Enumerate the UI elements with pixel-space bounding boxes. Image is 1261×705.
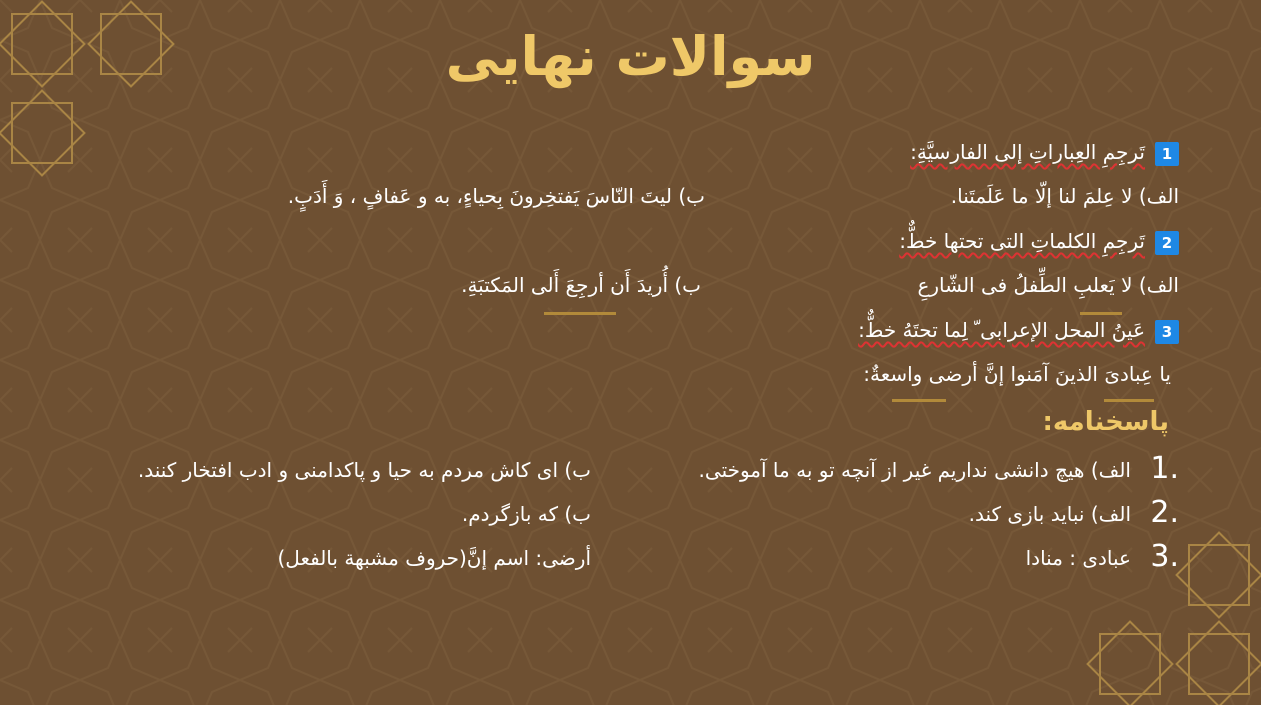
question-2-part-a: الف) لا یَعلبِ الطِّفلُ فی الشّارعِ (917, 273, 1179, 297)
question-1-heading: تَرجِمِ العِباراتِ إلی الفارسیَّةِ: (910, 140, 1145, 164)
question-3-line: یا عِبادیَ الذینَ آمَنوا إنَّ أرضی واسعةٌ: (863, 362, 1171, 386)
question-2-heading-row (899, 226, 1179, 256)
question-number-badge: 2 (1155, 231, 1179, 255)
answer-3-part-b: أرضی: اسم إنَّ(حروف مشبهة بالفعل) (277, 546, 591, 570)
answer-key-heading: پاسخنامه: (1042, 407, 1169, 437)
answer-2-number: 2. (1150, 495, 1179, 530)
answer-1-number: 1. (1150, 451, 1179, 486)
answer-3-part-a: عبادی : منادا (1025, 546, 1131, 570)
question-3-heading-row (858, 315, 1179, 345)
answer-1-part-b: ب) ای کاش مردم به حیا و پاکدامنی و ادب افتخار کنند. (137, 458, 591, 482)
answer-2-part-a: الف) نباید بازی کند. (968, 502, 1131, 526)
question-2-heading: تَرجِمِ الکلماتِ التی تحتها خطٌّ: (899, 229, 1145, 253)
answer-3-number: 3. (1150, 539, 1179, 574)
question-number-badge: 1 (1155, 142, 1179, 166)
underline-marker (1104, 399, 1154, 402)
question-3-heading: عَینُ المحل الإعرابی ّ لِما تحتَهُ خطٌّ: (858, 318, 1145, 342)
answer-2-part-b: ب) که بازگردم. (461, 502, 591, 526)
slide-title: سوالات نهایی (445, 25, 816, 88)
question-1-heading-row (910, 137, 1179, 167)
question-1-part-a: الف) لا عِلمَ لنا إلّا ما عَلَمتَنا. (950, 184, 1179, 208)
question-number-badge: 3 (1155, 320, 1179, 344)
question-1-part-b: ب) لیتَ النّاسَ یَفتخِرونَ بِحیاءٍ، به و عَفافٍ ، وَ أَدَبٍ. (287, 184, 705, 208)
answer-1-part-a: الف) هیچ دانشی نداریم غیر از آنچه تو به ما آموختی. (698, 458, 1131, 482)
question-2-part-b: ب) أُریدَ أَن أرجِعَ أَلی المَکتبَةِ. (461, 273, 701, 297)
underline-marker (892, 399, 946, 402)
underline-marker (544, 312, 616, 315)
